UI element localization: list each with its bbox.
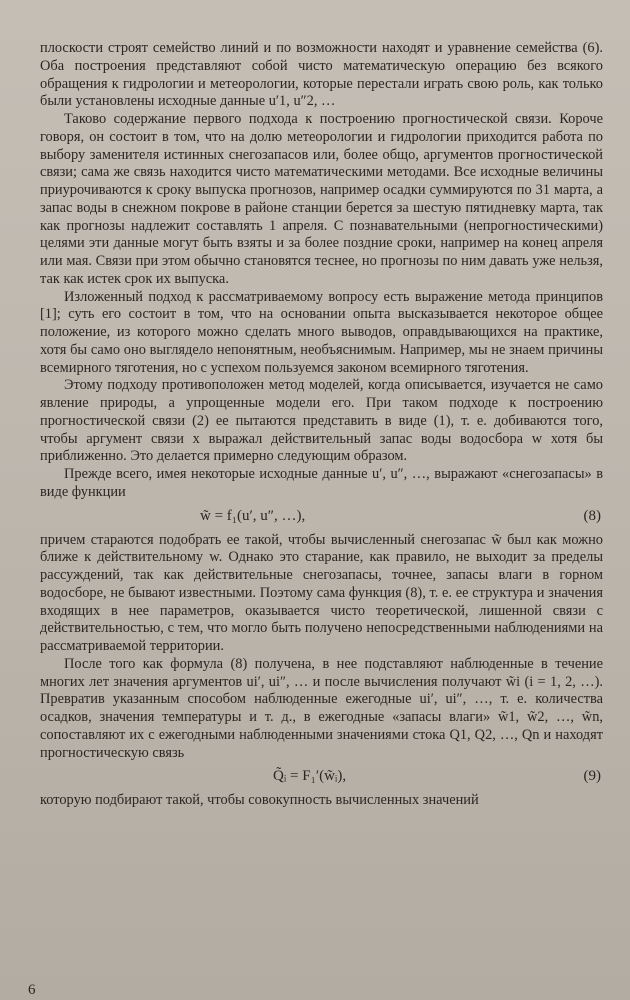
paragraph: Таково содержание первого подхода к построению прогностической связи. Короче говоря, он состоит в том, что на долю метеорологии и гидрологии приходится работа по выбору заменителя истинных снегозапасов или, более общо, аргументов прогностической связи; сама же связь находится чисто математическими методами. Все исходные величины приурочиваются к сроку выпуска прогнозов, например осадки суммируются по 31 марта, а запас воды в снежном покрове в районе станции берется за шестую пятидневку марта, так как прогнозы надлежит составлять 1 апреля. С познавательными (непрогностическими) целями эти данные могут быть взяты и за более поздние сроки, например на конец апреля или мая. Связи при этом обычно становятся теснее, но прогнозы по ним давать уже нельзя, так как истек срок их выпуска. (40, 111, 603, 287)
paragraph: Изложенный подход к рассматриваемому вопросу есть выражение метода принципов [1]; суть его состоит в том, что на основании опыта высказывается некоторое общее положение, из которого можно сделать много выводов, оправдывающихся на практике, хотя бы само оно выглядело непонятным, необъяснимым. Например, мы не знаем причины всемирного тяготения, но с успехом пользуемся законом всемирного тяготения. (40, 288, 603, 376)
formula-expression: Q̃ᵢ = F₁′(w̃ᵢ), (273, 768, 347, 785)
paragraph: причем стараются подобрать ее такой, чтобы вычисленный снегозапас w̃ был как можно ближе к действительному w. Однако это старание, как правило, не выходит за пределы рассуждений, так как действительные снегозапасы, точнее, запасы влаги в горном водосборе, не бывают известными. Поэтому сама функция (8), т. е. ее структура и значения входящих в нее параметров, оказывается чисто теоретической, лишенной связи с действительностью, с тем, что могло быть получено непосредственными наблюдениями на рассматриваемой территории. (40, 531, 603, 654)
paragraph: плоскости строят семейство линий и по возможности находят и уравнение семейства (6). Оба построения представляют собой чисто математическую операцию без всякого обращения к гидрологии и метеорологии, которые перестали играть свою роль, как только были установлены исходные данные u′1, u″2, … (40, 40, 603, 110)
paragraph: которую подбирают такой, чтобы совокупность вычисленных значений (40, 792, 479, 809)
formula-9 (40, 763, 603, 789)
formula-number: (8) (583, 507, 601, 524)
page-number: 6 (28, 982, 36, 998)
formula-number: (9) (583, 768, 601, 785)
formula-expression: w̃ = f₁(u′, u″, …), (200, 507, 306, 524)
paragraph: Прежде всего, имея некоторые исходные данные u′, u″, …, выражают «снегозапасы» в виде функции (40, 466, 603, 500)
formula-8 (40, 503, 603, 529)
paragraph: После того как формула (8) получена, в нее подставляют наблюденные в течение многих лет значения аргументов ui′, ui″, … и после вычисления получают w̃i (i = 1, 2, …). Превратив указанным способом наблюденные ежегодные ui′, ui″, …, т. е. количества осадков, значения температуры и т. д., в ежегодные «запасы влаги» w̃1, w̃2, …, w̃n, сопоставляют их с ежегодными наблюденными значениями стока Q1, Q2, …, Qn и находят прогностическую связь (40, 655, 603, 761)
paragraph: Этому подходу противоположен метод моделей, когда описывается, изучается не само явление природы, а упрощенные модели его. При таком подходе к построению прогностической связи (2) ее пытаются представить в виде (1), т. е. добиваются того, чтобы аргумент связи x выражал действительный запас воды водосбора w хотя бы приближенно. Это делается примерно следующим образом. (40, 377, 603, 465)
body-text (40, 40, 603, 810)
